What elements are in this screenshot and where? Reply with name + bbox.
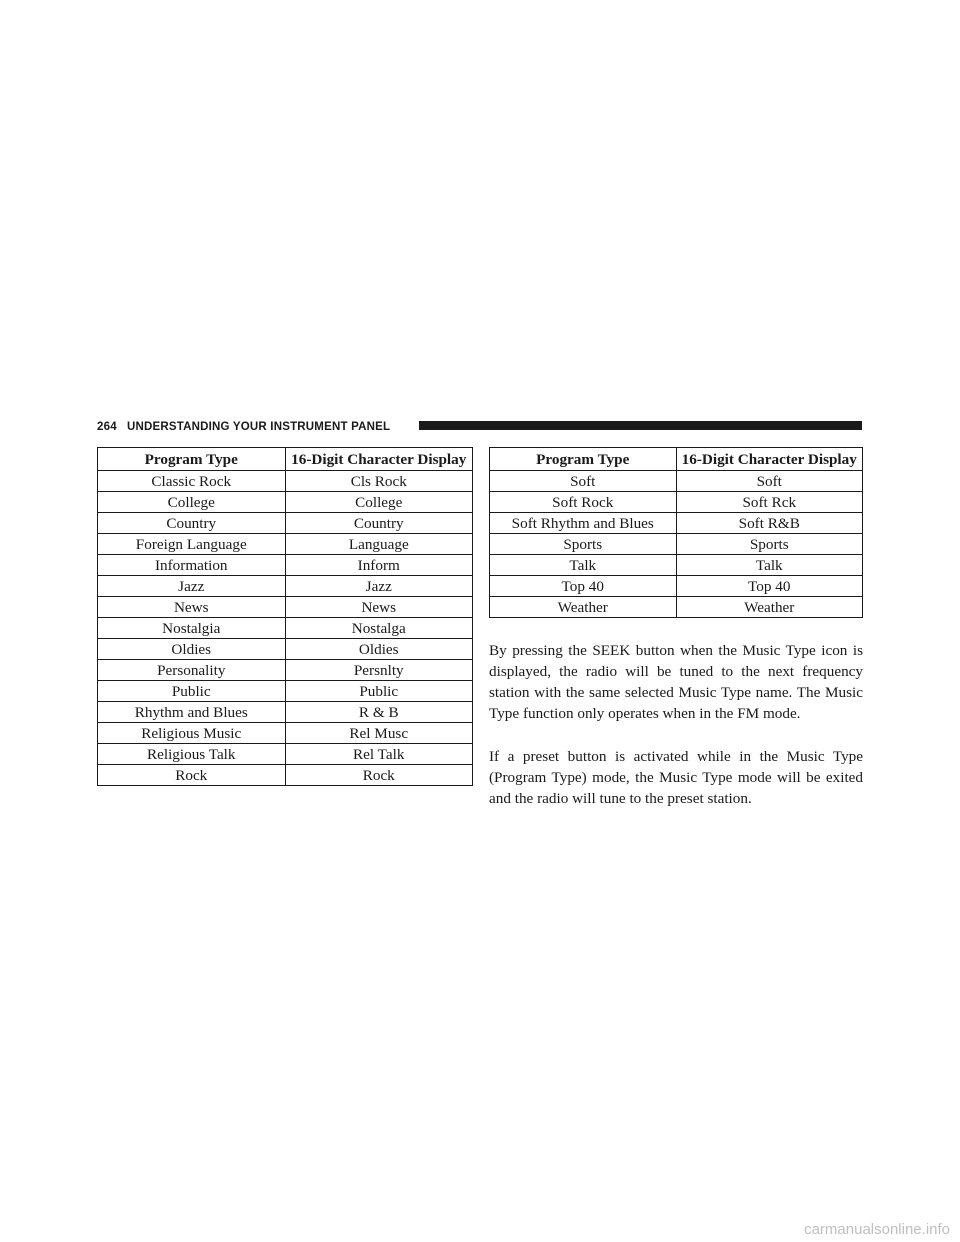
cell-program-type: Rhythm and Blues <box>98 702 286 723</box>
table-row <box>98 639 473 660</box>
table-row <box>98 597 473 618</box>
table-row <box>98 744 473 765</box>
column-header-display: 16-Digit Character Display <box>676 448 863 471</box>
table-body-left <box>98 471 473 786</box>
cell-program-type: Foreign Language <box>98 534 286 555</box>
table-row <box>98 471 473 492</box>
table-row <box>98 492 473 513</box>
table-row <box>490 492 863 513</box>
cell-program-type: Country <box>98 513 286 534</box>
cell-program-type: Talk <box>490 555 677 576</box>
table-row <box>98 576 473 597</box>
cell-display: Rock <box>285 765 473 786</box>
cell-display: Cls Rock <box>285 471 473 492</box>
cell-program-type: Oldies <box>98 639 286 660</box>
cell-display: Public <box>285 681 473 702</box>
cell-program-type: Soft <box>490 471 677 492</box>
table-body-right <box>490 471 863 618</box>
table-row <box>98 534 473 555</box>
cell-display: Soft Rck <box>676 492 863 513</box>
cell-program-type: Religious Talk <box>98 744 286 765</box>
column-header-program-type: Program Type <box>490 448 677 471</box>
cell-program-type: Nostalgia <box>98 618 286 639</box>
cell-program-type: Personality <box>98 660 286 681</box>
paragraph-preset-button: If a preset button is activated while in the Music Type (Program Type) mode, the Music Type mode will be exited and the radio will tune to the preset station. <box>489 748 863 807</box>
column-header-display: 16-Digit Character Display <box>285 448 473 471</box>
table-row <box>98 660 473 681</box>
cell-display: College <box>285 492 473 513</box>
table-row <box>98 513 473 534</box>
program-type-table-left <box>97 447 473 786</box>
table-row <box>490 555 863 576</box>
table-row <box>98 723 473 744</box>
cell-display: Soft R&B <box>676 513 863 534</box>
cell-display: Language <box>285 534 473 555</box>
cell-program-type: News <box>98 597 286 618</box>
page-number: 264 <box>97 421 117 433</box>
cell-program-type: Public <box>98 681 286 702</box>
header-rule <box>419 421 862 430</box>
cell-display: Weather <box>676 597 863 618</box>
cell-program-type: Weather <box>490 597 677 618</box>
table-row <box>98 618 473 639</box>
cell-program-type: Classic Rock <box>98 471 286 492</box>
cell-display: Inform <box>285 555 473 576</box>
column-header-program-type: Program Type <box>98 448 286 471</box>
cell-display: Rel Musc <box>285 723 473 744</box>
table-row <box>98 681 473 702</box>
watermark: carmanualsonline.info <box>804 1221 950 1238</box>
table-row <box>490 597 863 618</box>
cell-program-type: Soft Rock <box>490 492 677 513</box>
table-row <box>490 471 863 492</box>
program-type-table-right <box>489 447 863 618</box>
cell-display: Jazz <box>285 576 473 597</box>
table-row <box>490 576 863 597</box>
table-header-row <box>490 448 863 471</box>
cell-program-type: Rock <box>98 765 286 786</box>
table-row <box>98 555 473 576</box>
cell-display: Nostalga <box>285 618 473 639</box>
paragraph-seek-button: By pressing the SEEK button when the Music Type icon is displayed, the radio will be tuned to the next frequency station with the same selected Music Type name. The Music Type function only operates when in the FM mode. <box>489 642 863 722</box>
section-title: UNDERSTANDING YOUR INSTRUMENT PANEL <box>127 421 391 433</box>
cell-display: Top 40 <box>676 576 863 597</box>
cell-program-type: Information <box>98 555 286 576</box>
page-header <box>97 419 862 435</box>
cell-program-type: Religious Music <box>98 723 286 744</box>
cell-program-type: Sports <box>490 534 677 555</box>
table-header-row <box>98 448 473 471</box>
cell-display: Rel Talk <box>285 744 473 765</box>
cell-display: Persnlty <box>285 660 473 681</box>
table-row <box>98 765 473 786</box>
cell-program-type: Top 40 <box>490 576 677 597</box>
cell-program-type: College <box>98 492 286 513</box>
cell-display: Oldies <box>285 639 473 660</box>
cell-display: Soft <box>676 471 863 492</box>
cell-display: Sports <box>676 534 863 555</box>
cell-display: Country <box>285 513 473 534</box>
cell-display: R & B <box>285 702 473 723</box>
cell-display: News <box>285 597 473 618</box>
table-row <box>490 534 863 555</box>
cell-program-type: Jazz <box>98 576 286 597</box>
table-row <box>490 513 863 534</box>
cell-program-type: Soft Rhythm and Blues <box>490 513 677 534</box>
cell-display: Talk <box>676 555 863 576</box>
table-row <box>98 702 473 723</box>
